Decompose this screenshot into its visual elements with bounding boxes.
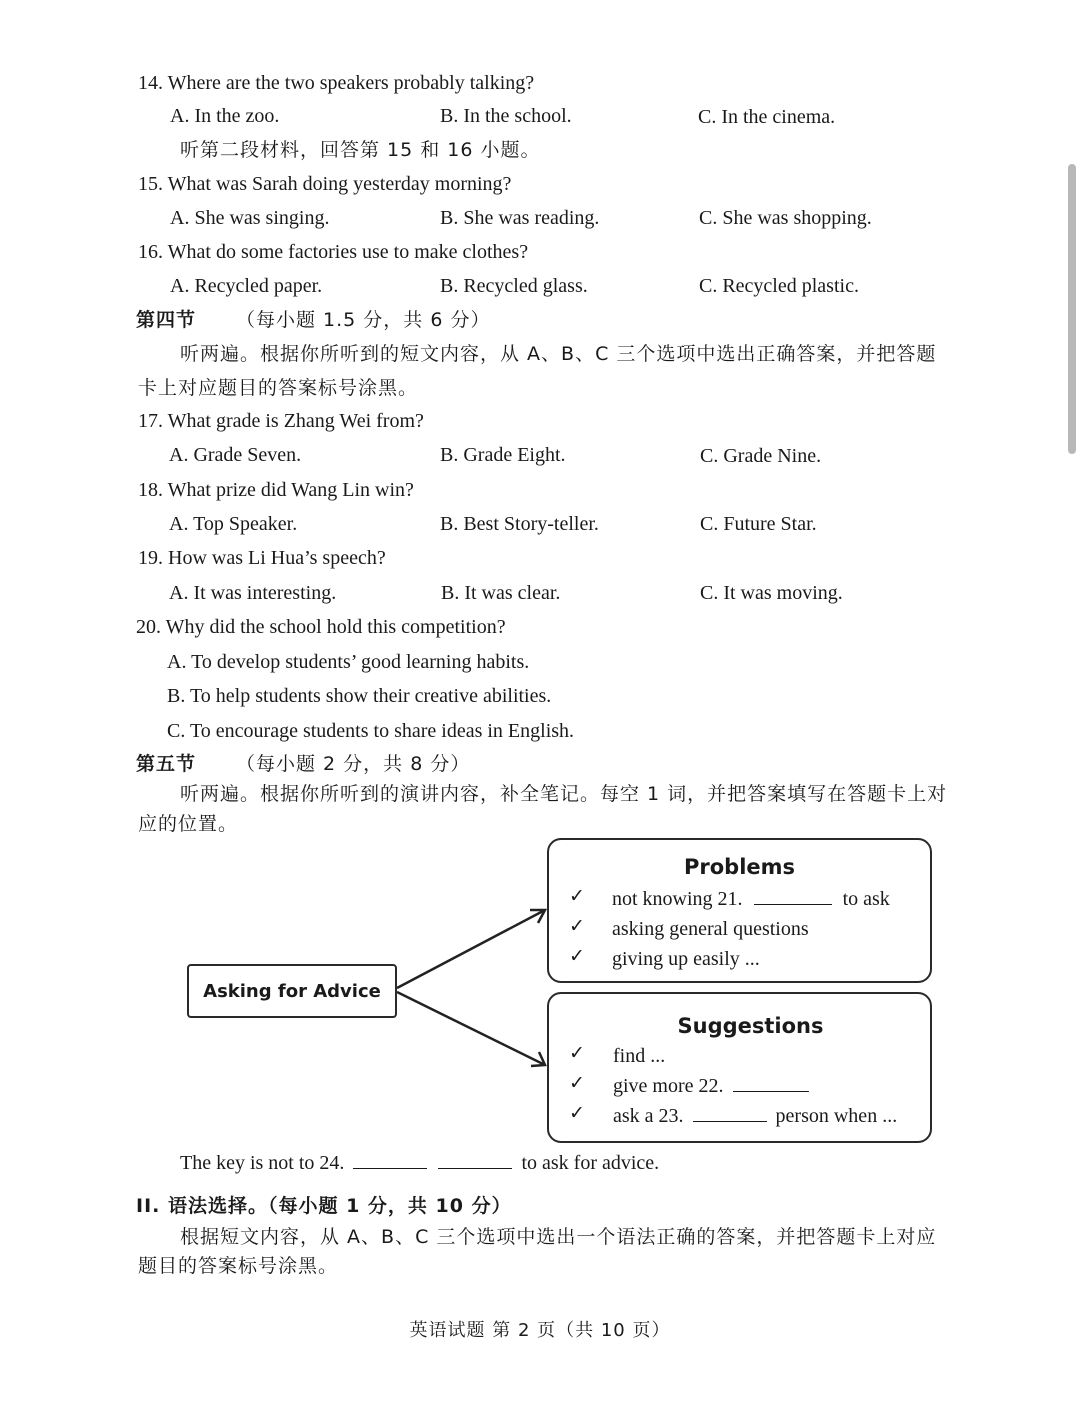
q16-option-b: B. Recycled glass.: [440, 275, 588, 297]
section5-score: （每小题 2 分，共 8 分）: [236, 753, 471, 775]
problem-item-1: [612, 886, 890, 912]
q16-stem: 16. What do some factories use to make clothes?: [138, 241, 529, 263]
q20-option-b: B. To help students show their creative abilities.: [167, 685, 552, 707]
key-sentence-post: to ask for advice.: [521, 1152, 660, 1174]
arrow-head-suggestions: [531, 1052, 545, 1066]
suggestion-item-3: [613, 1103, 897, 1129]
problem-item-3: giving up easily ...: [612, 948, 760, 970]
q15-option-c: C. She was shopping.: [699, 207, 872, 229]
q20-stem: 20. Why did the school hold this competition?: [136, 616, 506, 638]
problem-item-2: asking general questions: [612, 918, 809, 940]
blank-23: [693, 1103, 767, 1122]
suggestion-item-3-post: person when ...: [775, 1105, 898, 1127]
check-icon: ✓: [569, 945, 585, 967]
scrollbar-thumb[interactable]: [1068, 164, 1076, 454]
q19-option-c: C. It was moving.: [700, 582, 843, 604]
q16-option-a: A. Recycled paper.: [170, 275, 323, 297]
q17-stem: 17. What grade is Zhang Wei from?: [138, 410, 424, 432]
blank-24a: [353, 1150, 427, 1169]
suggestions-box: [547, 992, 932, 1143]
problem-item-1-text: not knowing 21.: [612, 888, 743, 910]
check-icon: ✓: [569, 1042, 585, 1064]
q14-option-a: A. In the zoo.: [170, 105, 280, 127]
suggestions-title: Suggestions: [677, 1014, 824, 1038]
q15-option-a: A. She was singing.: [170, 207, 330, 229]
q17-option-b: B. Grade Eight.: [440, 444, 566, 466]
q19-option-a: A. It was interesting.: [169, 582, 337, 604]
page-footer: 英语试题 第 2 页（共 10 页）: [409, 1320, 671, 1341]
check-icon: ✓: [569, 1102, 585, 1124]
section5-instruction-1: 听两遍。根据你所听到的演讲内容，补全笔记。每空 1 词，并把答案填写在答题卡上对: [180, 783, 948, 805]
suggestion-item-1: find ...: [613, 1045, 666, 1067]
section4-instruction-2: 卡上对应题目的答案标号涂黑。: [138, 377, 419, 399]
q20-option-c: C. To encourage students to share ideas in English.: [167, 720, 575, 742]
q17-option-a: A. Grade Seven.: [169, 444, 302, 466]
q15-stem: 15. What was Sarah doing yesterday morning?: [138, 173, 512, 195]
q19-option-b: B. It was clear.: [441, 582, 561, 604]
blank-24b: [438, 1150, 512, 1169]
section4-instruction-1: 听两遍。根据你所听到的短文内容，从 A、B、C 三个选项中选出正确答案，并把答题: [180, 343, 937, 365]
problem-item-1-post: to ask: [842, 888, 890, 910]
q20-option-a: A. To develop students’ good learning habits.: [167, 651, 530, 673]
section5-instruction-2: 应的位置。: [138, 813, 239, 835]
section4-title: 第四节: [136, 309, 197, 331]
q18-option-b: B. Best Story-teller.: [440, 513, 599, 535]
suggestion-item-3-text: ask a 23.: [613, 1105, 684, 1127]
q17-option-c: C. Grade Nine.: [700, 445, 822, 467]
part2-instruction-1: 根据短文内容，从 A、B、C 三个选项中选出一个语法正确的答案，并把答题卡上对应: [180, 1226, 937, 1248]
blank-21: [754, 886, 832, 905]
key-sentence-pre: The key is not to 24.: [180, 1152, 345, 1174]
q14-option-b: B. In the school.: [440, 105, 572, 127]
q15-option-b: B. She was reading.: [440, 207, 600, 229]
arrow-to-problems: [397, 910, 545, 988]
arrow-head-problems: [530, 910, 545, 923]
suggestion-item-2-text: give more 22.: [613, 1075, 724, 1097]
check-icon: ✓: [569, 915, 585, 937]
blank-22: [733, 1073, 809, 1092]
instruction-15-16: 听第二段材料，回答第 15 和 16 小题。: [180, 139, 541, 161]
key-sentence: [180, 1150, 659, 1176]
q16-option-c: C. Recycled plastic.: [699, 275, 859, 297]
check-icon: ✓: [569, 885, 585, 907]
q18-stem: 18. What prize did Wang Lin win?: [138, 479, 414, 501]
q14-option-c: C. In the cinema.: [698, 106, 836, 128]
q19-stem: 19. How was Li Hua’s speech?: [138, 547, 386, 569]
section4-score: （每小题 1.5 分，共 6 分）: [236, 309, 491, 331]
q14-stem: 14. Where are the two speakers probably talking?: [138, 72, 535, 94]
problems-box: [547, 838, 932, 983]
q18-option-c: C. Future Star.: [700, 513, 817, 535]
q18-option-a: A. Top Speaker.: [169, 513, 298, 535]
check-icon: ✓: [569, 1072, 585, 1094]
part2-title: II. 语法选择。（每小题 1 分，共 10 分）: [136, 1195, 512, 1217]
arrow-to-suggestions: [397, 992, 545, 1065]
problems-title: Problems: [683, 855, 796, 879]
part2-instruction-2: 题目的答案标号涂黑。: [138, 1255, 339, 1277]
asking-for-advice-box: Asking for Advice: [187, 964, 397, 1018]
section5-title: 第五节: [136, 753, 197, 775]
suggestion-item-2: [613, 1073, 809, 1099]
